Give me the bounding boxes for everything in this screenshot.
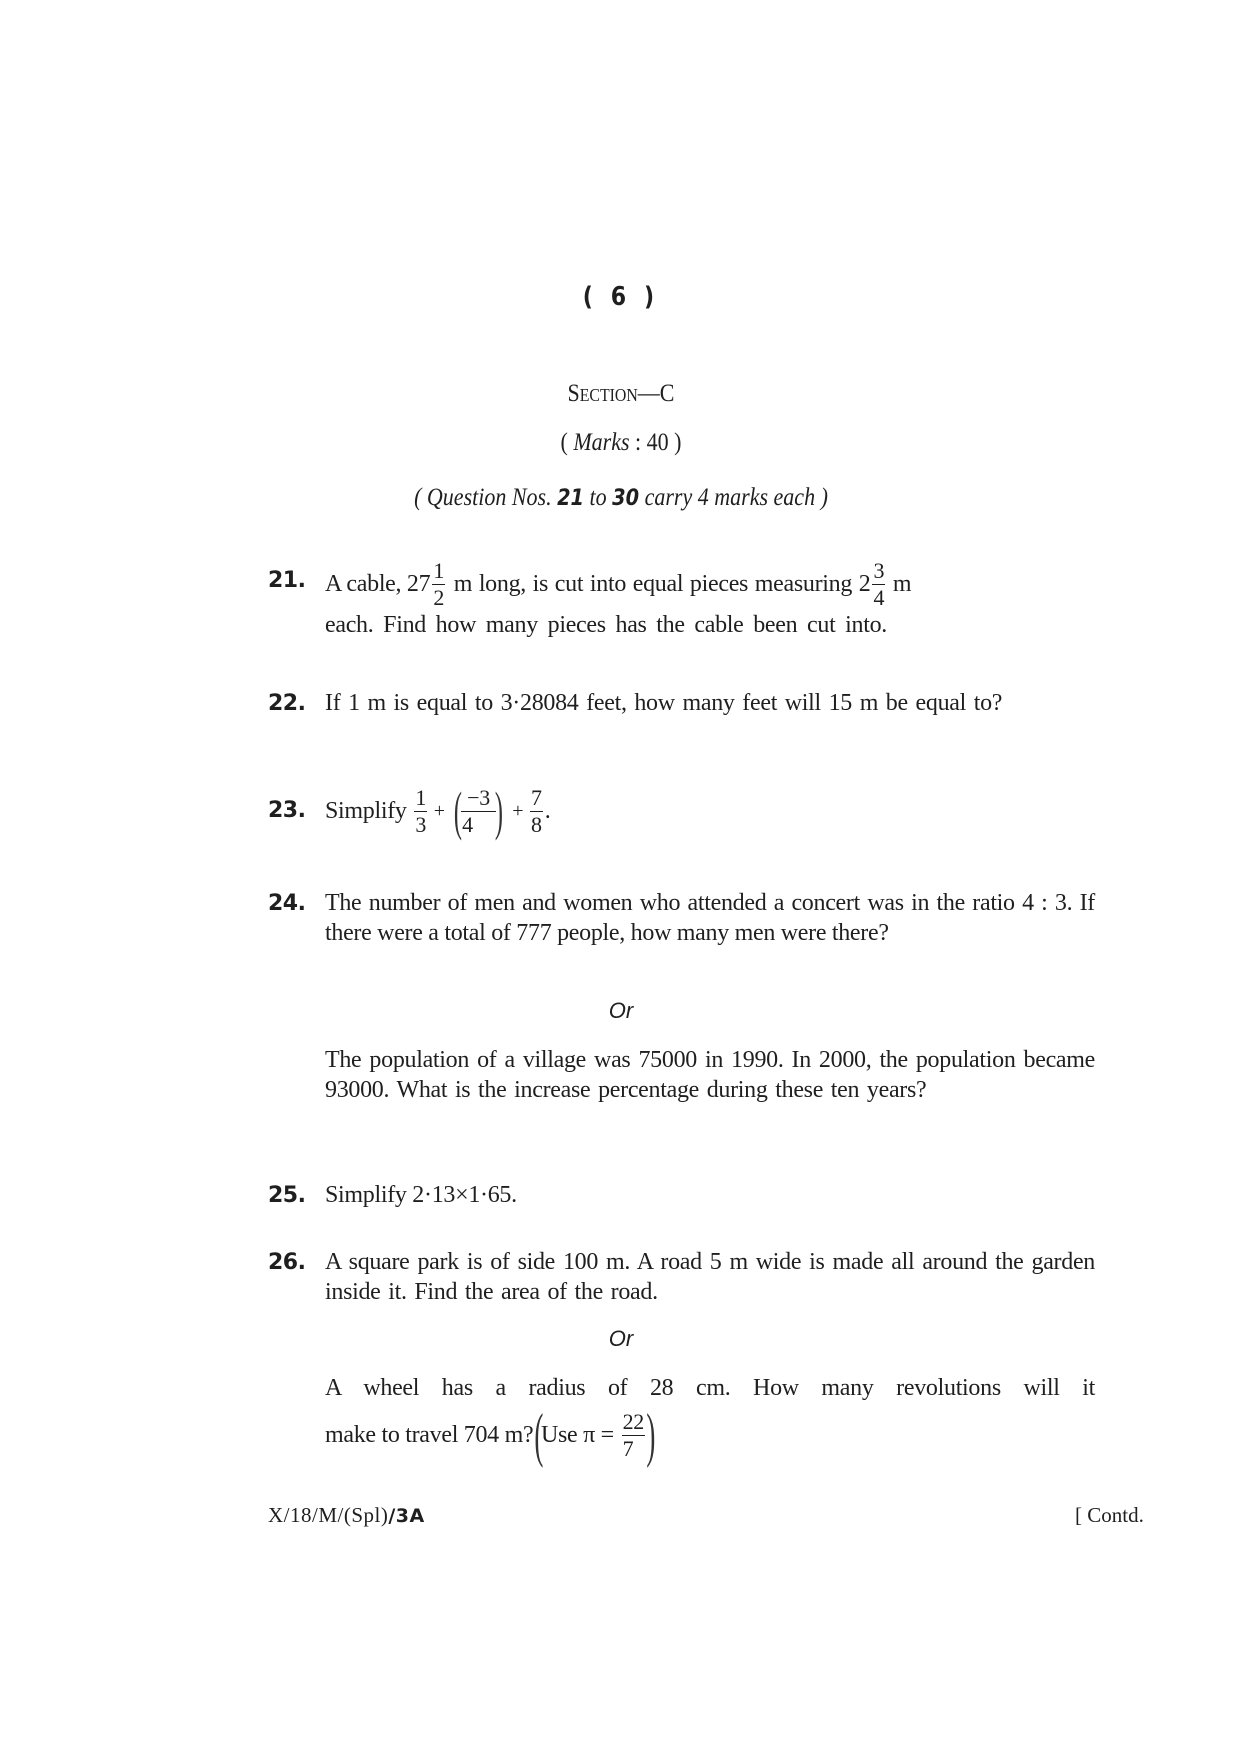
right-paren: ) — [494, 781, 503, 841]
instr-to: 30 — [612, 486, 640, 511]
question-text — [325, 557, 1095, 640]
paper-code — [268, 1503, 425, 1528]
q21-text-b: m long, is cut into equal pieces measuring 2 — [447, 571, 871, 597]
period: . — [544, 798, 551, 824]
marks-label: Marks — [573, 429, 630, 456]
q23-label: Simplify — [325, 798, 413, 824]
continued-label: [ Contd. — [1075, 1503, 1144, 1527]
marks-close: ) — [668, 429, 682, 456]
instr-suffix: carry 4 marks each ) — [639, 484, 828, 511]
q21-text-c: m — [887, 571, 912, 597]
question-number: 26. — [268, 1250, 306, 1275]
alt-line-1: A wheel has a radius of 28 cm. How many revolutions will it — [325, 1375, 1095, 1401]
alt-line-2-text: make to travel 704 m? — [325, 1422, 534, 1448]
left-paren: ( — [534, 1402, 544, 1468]
marks-sep: : — [629, 429, 647, 456]
fraction-seven-eighths — [530, 784, 543, 837]
plus-sign: + — [429, 800, 450, 822]
q21-text-a: A cable, 27 — [325, 571, 431, 597]
fraction-one-half — [432, 557, 445, 610]
frac-num: −3 — [461, 787, 496, 812]
frac-den: 8 — [530, 811, 542, 837]
frac-num: 1 — [433, 557, 445, 583]
question-text: The number of men and women who attended a concert was in the ratio 4 : 3. If there were a total of 777 people, how many men were there? — [325, 890, 1095, 946]
instr-prefix: ( Question Nos. — [414, 484, 558, 511]
fraction-neg-three-quarters — [461, 784, 496, 837]
or-separator: Or — [608, 998, 634, 1023]
question-number: 21. — [268, 568, 306, 593]
paper-code-suffix: /3A — [388, 1505, 425, 1527]
question-number: 24. — [268, 891, 306, 916]
instr-middle: to — [584, 484, 613, 511]
alt-line-2 — [325, 1402, 1095, 1468]
fraction-one-third — [414, 784, 427, 837]
pi-hint: Use π = — [540, 1422, 620, 1448]
question-text: The population of a village was 75000 in 1990. In 2000, the population became 93000. What is the increase percentage during these ten years? — [325, 1047, 1095, 1103]
page-number: ( 6 ) — [582, 282, 660, 312]
question-number: 25. — [268, 1183, 306, 1208]
frac-den: 7 — [622, 1435, 634, 1461]
fraction-three-quarters — [872, 557, 885, 610]
frac-num: 7 — [530, 784, 542, 810]
question-text: Simplify 2·13×1·65. — [325, 1182, 517, 1208]
q21-line1 — [325, 557, 1095, 610]
or-separator: Or — [608, 1326, 634, 1351]
fraction-22-over-7 — [622, 1408, 645, 1461]
section-title: Section—C — [567, 380, 675, 407]
frac-den: 2 — [433, 584, 445, 610]
question-number: 22. — [268, 691, 306, 716]
q21-line2: each. Find how many pieces has the cable been cut into. — [325, 612, 887, 638]
frac-num: 22 — [622, 1408, 644, 1434]
section-instruction — [75, 484, 1168, 512]
question-text — [325, 782, 1095, 840]
paper-code-prefix: X/18/M/(Spl) — [268, 1503, 389, 1527]
left-paren: ( — [454, 781, 463, 841]
frac-den: 3 — [415, 811, 427, 837]
plus-sign: + — [507, 800, 528, 822]
question-text: If 1 m is equal to 3·28084 feet, how many feet will 15 m be equal to? — [325, 690, 1003, 716]
question-text: A square park is of side 100 m. A road 5 m wide is made all around the garden inside it. Find the area of the road. — [325, 1249, 1095, 1305]
section-marks — [75, 429, 1168, 457]
right-paren: ) — [646, 1402, 656, 1468]
marks-open: ( — [560, 429, 574, 456]
frac-num: 3 — [873, 557, 885, 583]
instr-from: 21 — [557, 486, 585, 511]
frac-num: 1 — [415, 784, 427, 810]
marks-value: 40 — [646, 429, 669, 456]
frac-den: 4 — [462, 811, 473, 837]
frac-den: 4 — [873, 584, 885, 610]
question-number: 23. — [268, 798, 306, 823]
